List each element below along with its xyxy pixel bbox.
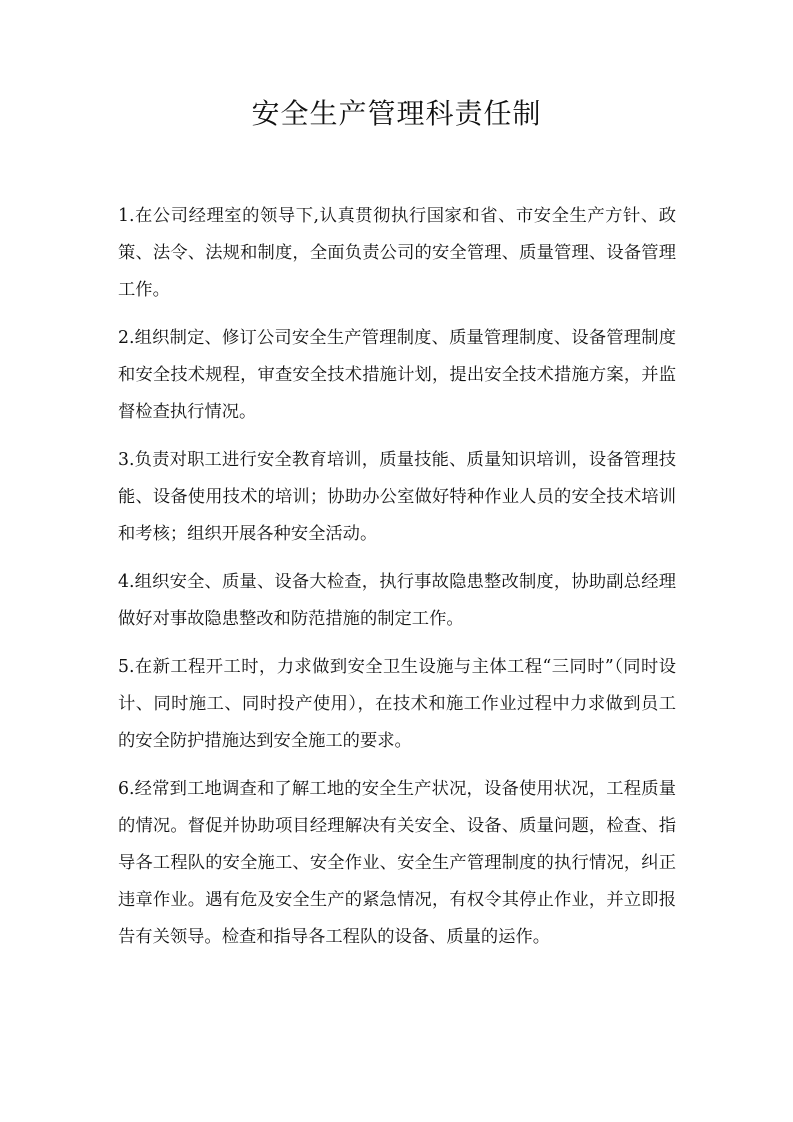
document-title: 安全生产管理科责任制 (251, 97, 542, 130)
paragraph-1: 1.在公司经理室的领导下,认真贯彻执行国家和省、市安全生产方针、政策、法令、法规和制度，全面负责公司的安全管理、质量管理、设备管理工作。 (118, 206, 676, 300)
paragraph-2: 2.组织制定、修订公司安全生产管理制度、质量管理制度、设备管理制度和安全技术规程，审查安全技术措施计划，提出安全技术措施方案，并监督检查执行情况。 (118, 328, 676, 422)
document-body (118, 198, 676, 967)
paragraph-6: 6.经常到工地调查和了解工地的安全生产状况，设备使用状况，工程质量的情况。督促并协助项目经理解决有关安全、设备、质量问题，检查、指导各工程队的安全施工、安全作业、安全生产管理制度的执行情况，纠正违章作业。遇有危及安全生产的紧急情况，有权令其停止作业，并立即报告有关领导。检查和指导各工程队的设备、质量的运作。 (118, 779, 676, 947)
paragraph-5: 5.在新工程开工时，力求做到安全卫生设施与主体工程“三同时”（同时设计、同时施工、同时投产使用），在技术和施工作业过程中力求做到员工的安全防护措施达到安全施工的要求。 (118, 657, 676, 751)
paragraph-4: 4.组织安全、质量、设备大检查，执行事故隐患整改制度，协助副总经理做好对事故隐患整改和防范措施的制定工作。 (118, 572, 676, 629)
paragraph-3: 3.负责对职工进行安全教育培训，质量技能、质量知识培训，设备管理技能、设备使用技术的培训；协助办公室做好特种作业人员的安全技术培训和考核；组织开展各种安全活动。 (118, 450, 676, 544)
